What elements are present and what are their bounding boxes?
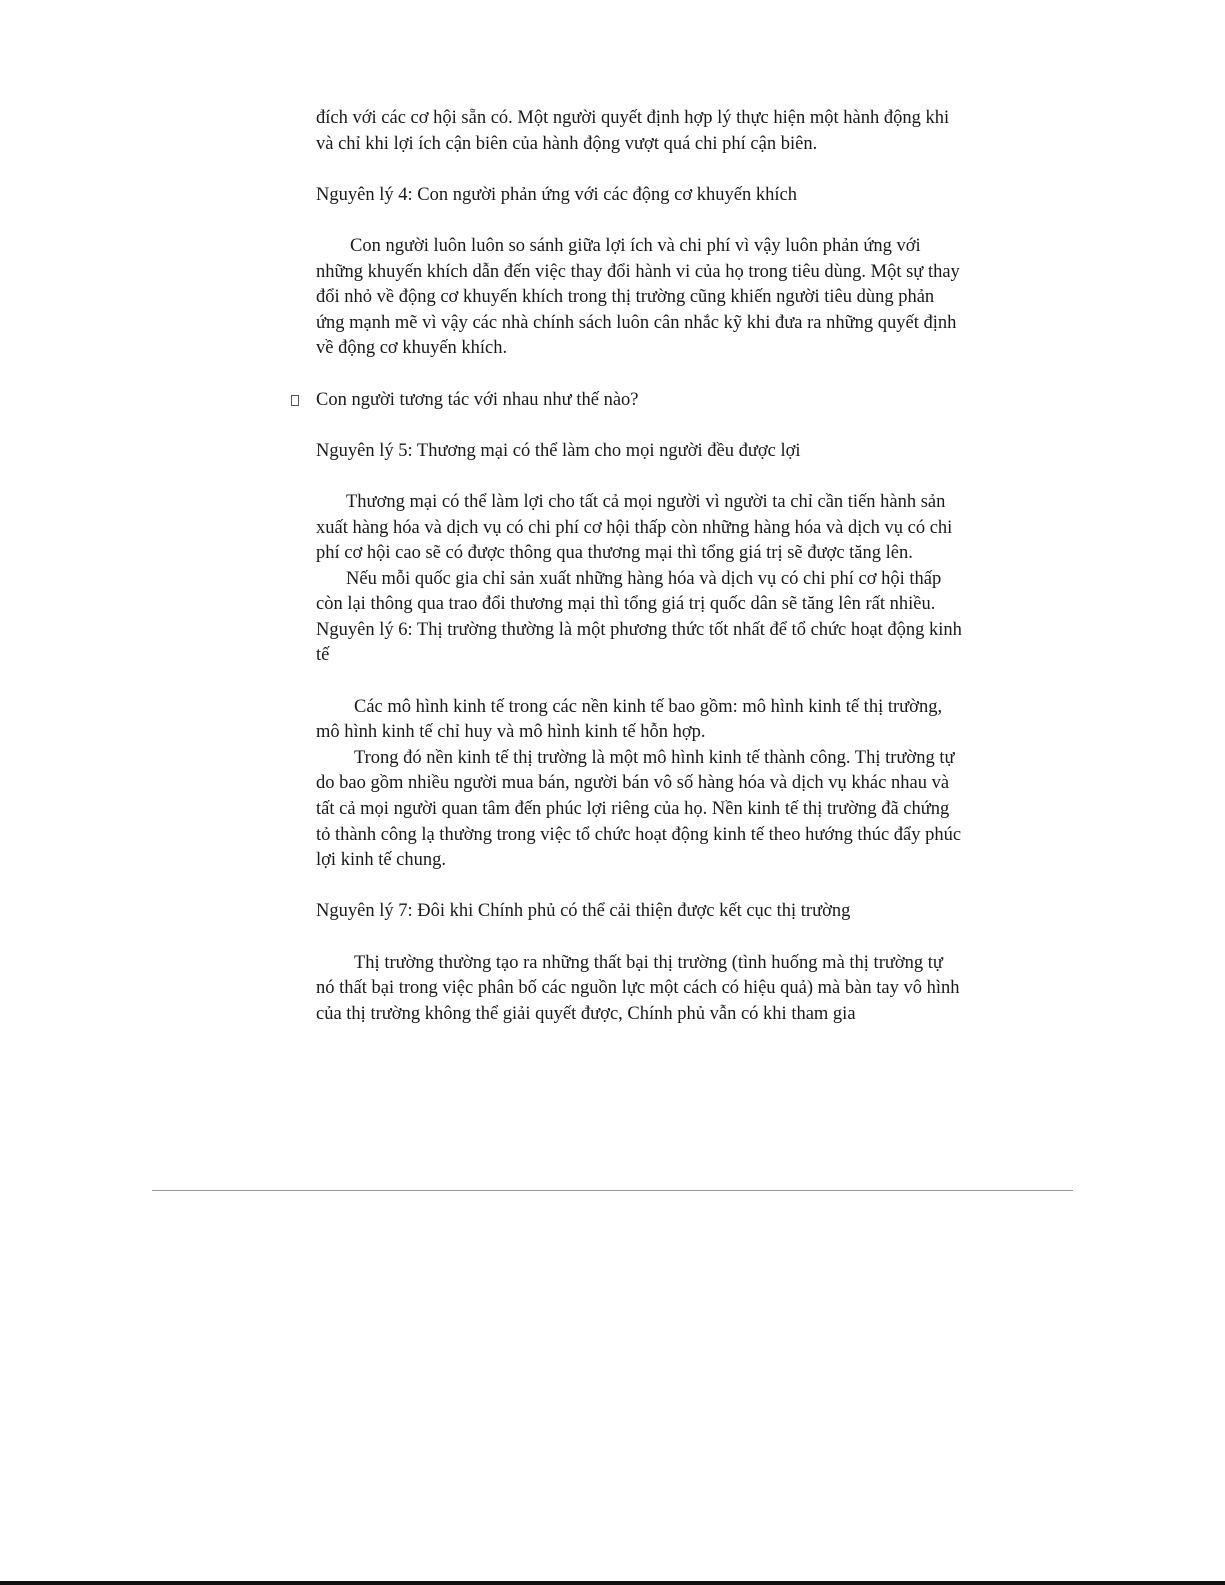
document-body: [316, 106, 966, 1027]
checkbox-bullet-icon: [291, 395, 299, 406]
paragraph-market-failure: Thị trường thường tạo ra những thất bại thị trường (tình huống mà thị trường tự nó thất bại trong việc phân bố các nguồn lực một cách có hiệu quả) mà bàn tay vô hình của thị trường không thể giải quyết được, Chính phủ vẫn có khi tham gia: [316, 952, 960, 1024]
page-divider: [152, 1190, 1073, 1191]
heading-principle-5: Nguyên lý 5: Thương mại có thể làm cho mọi người đều được lợi: [316, 440, 801, 461]
paragraph-national-trade: Nếu mỗi quốc gia chỉ sản xuất những hàng hóa và dịch vụ có chi phí cơ hội thấp còn lại thông qua trao đổi thương mại thì tổng giá trị quốc dân sẽ tăng lên rất nhiều.: [316, 568, 942, 615]
paragraph-market-economy: Trong đó nền kinh tế thị trường là một mô hình kinh tế thành công. Thị trường tự do bao gồm nhiều người mua bán, người bán vô số hàng hóa và dịch vụ khác nhau và tất cả mọi người quan tâm đến phúc lợi riêng của họ. Nền kinh tế thị trường đã chứng tỏ thành công lạ thường trong việc tổ chức hoạt động kinh tế theo hướng thúc đẩy phúc lợi kinh tế chung.: [316, 747, 962, 871]
paragraph-incentives: Con người luôn luôn so sánh giữa lợi ích và chi phí vì vậy luôn phản ứng với những khuyến khích dẫn đến việc thay đổi hành vi của họ trong tiêu dùng. Một sự thay đổi nhỏ về động cơ khuyến khích trong thị trường cũng khiến người tiêu dùng phản ứng mạnh mẽ vì vậy các nhà chính sách luôn cân nhắc kỹ khi đưa ra những quyết định về động cơ khuyến khích.: [316, 235, 960, 359]
bullet-question: [316, 388, 966, 414]
question-text: Con người tương tác với nhau như thế nào?: [316, 389, 639, 410]
paragraph-economic-models: Các mô hình kinh tế trong các nền kinh tế bao gồm: mô hình kinh tế thị trường, mô hình kinh tế chỉ huy và mô hình kinh tế hỗn hợp.: [316, 696, 943, 743]
paragraph-trade: Thương mại có thể làm lợi cho tất cả mọi người vì người ta chỉ cần tiến hành sản xuất hàng hóa và dịch vụ có chi phí cơ hội thấp còn những hàng hóa và dịch vụ có chi phí cơ hội cao sẽ có được thông qua thương mại thì tổng giá trị sẽ được tăng lên.: [316, 491, 953, 564]
bottom-edge-bar: [0, 1581, 1225, 1585]
paragraph-rational-decision: đích với các cơ hội sẵn có. Một người quyết định hợp lý thực hiện một hành động khi và chỉ khi lợi ích cận biên của hành động vượt quá chi phí cận biên.: [316, 108, 950, 154]
heading-principle-4: Nguyên lý 4: Con người phản ứng với các động cơ khuyến khích: [316, 184, 797, 205]
heading-principle-7: Nguyên lý 7: Đôi khi Chính phủ có thể cải thiện được kết cục thị trường: [316, 901, 851, 922]
heading-principle-6: Nguyên lý 6: Thị trường thường là một phương thức tốt nhất để tổ chức hoạt động kinh tế: [316, 619, 962, 666]
